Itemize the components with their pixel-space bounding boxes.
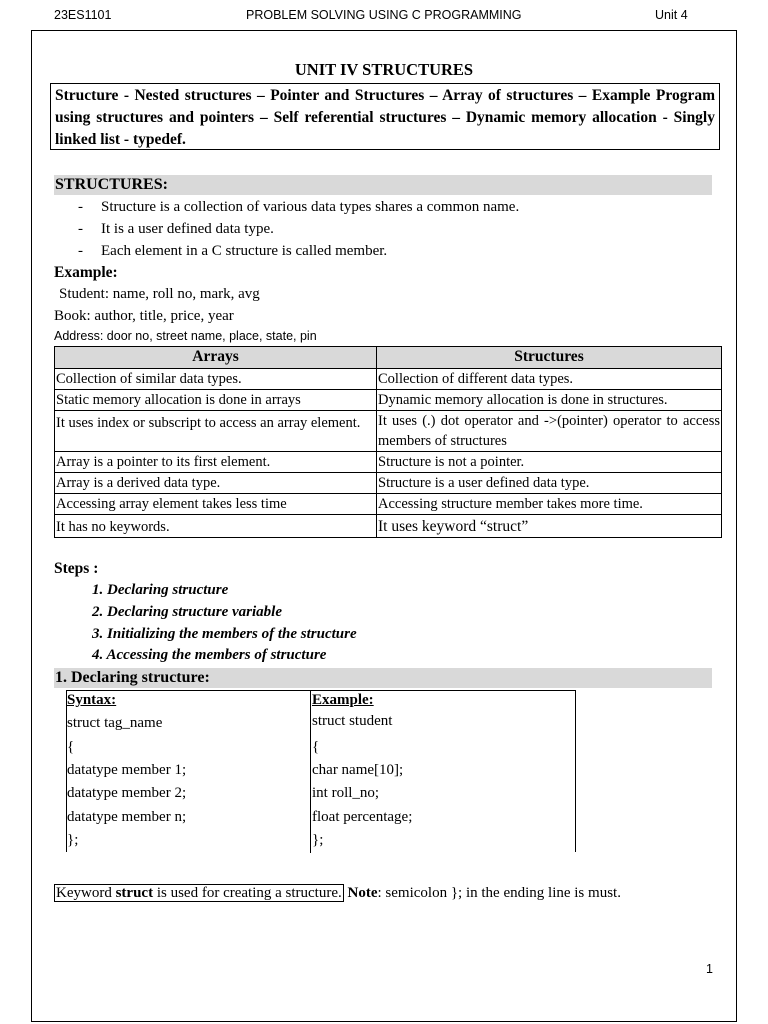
code-line: char name[10]; xyxy=(312,762,404,778)
code-line: struct student xyxy=(312,713,393,729)
table-cell: Accessing array element takes less time xyxy=(55,494,377,515)
table-row xyxy=(55,494,722,515)
page-number: 1 xyxy=(706,962,713,976)
example-student: Student: name, roll no, mark, avg xyxy=(59,286,260,302)
step-item: 4. Accessing the members of structure xyxy=(92,647,327,663)
table-cell: Structure is not a pointer. xyxy=(377,452,722,473)
code-line: }; xyxy=(67,832,79,848)
table-cell: Collection of similar data types. xyxy=(55,369,377,390)
example-address: Address: door no, street name, place, state, pin xyxy=(54,329,317,343)
table-cell: It uses index or subscript to access an array element. xyxy=(55,411,377,452)
code-line: int roll_no; xyxy=(312,785,380,801)
topics-box: Structure - Nested structures – Pointer and Structures – Array of structures – Example Program using structures and pointers – Self referential structures – Dynamic memory allocation - Singly linked list - typedef. xyxy=(50,83,720,150)
code-line: datatype member 2; xyxy=(67,785,187,801)
table-row xyxy=(55,452,722,473)
column-header: Arrays xyxy=(55,347,377,369)
table-cell: It uses (.) dot operator and ->(pointer) operator to access members of structures xyxy=(377,411,722,452)
page-title: UNIT IV STRUCTURES xyxy=(294,60,474,79)
example-book: Book: author, title, price, year xyxy=(54,308,234,324)
course-code: 23ES1101 xyxy=(54,8,112,22)
arrays-vs-structures-table xyxy=(54,346,722,538)
section-heading-structures: STRUCTURES: xyxy=(54,175,712,195)
code-line: datatype member n; xyxy=(67,809,187,825)
code-line: { xyxy=(312,739,320,755)
code-line: struct tag_name xyxy=(67,715,163,731)
code-line: float percentage; xyxy=(312,809,413,825)
code-line: { xyxy=(67,739,75,755)
table-cell: Array is a pointer to its first element. xyxy=(55,452,377,473)
code-line: }; xyxy=(312,832,324,848)
keyword-boxed-text: Keyword struct is used for creating a structure. xyxy=(56,885,342,901)
steps-label: Steps : xyxy=(54,560,99,577)
example-label: Example: xyxy=(54,264,118,281)
keyword-note xyxy=(54,885,621,902)
table-row xyxy=(55,411,722,452)
note-label: Note xyxy=(347,885,378,901)
table-cell: Dynamic memory allocation is done in structures. xyxy=(377,390,722,411)
syntax-label: Syntax: xyxy=(67,692,117,708)
step-item: 3. Initializing the members of the structure xyxy=(92,626,357,642)
course-title: PROBLEM SOLVING USING C PROGRAMMING xyxy=(246,8,522,22)
table-row xyxy=(55,369,722,390)
unit-label: Unit 4 xyxy=(655,8,688,22)
column-divider xyxy=(310,691,311,853)
code-line: datatype member 1; xyxy=(67,762,187,778)
note-text: : semicolon }; in the ending line is must. xyxy=(377,885,621,901)
table-row xyxy=(55,390,722,411)
step-item: 1. Declaring structure xyxy=(92,582,229,598)
step-item: 2. Declaring structure variable xyxy=(92,604,282,620)
syntax-example-box xyxy=(66,690,576,852)
table-row xyxy=(55,473,722,494)
example-code-label: Example: xyxy=(312,692,374,708)
table-cell: It uses keyword “struct” xyxy=(377,515,722,538)
table-row xyxy=(55,515,722,538)
table-cell: Collection of different data types. xyxy=(377,369,722,390)
table-header-row xyxy=(55,347,722,369)
table-cell: Structure is a user defined data type. xyxy=(377,473,722,494)
section-heading-declaring: 1. Declaring structure: xyxy=(54,668,712,688)
table-cell: It has no keywords. xyxy=(55,515,377,538)
column-header: Structures xyxy=(377,347,722,369)
table-cell: Array is a derived data type. xyxy=(55,473,377,494)
table-cell: Accessing structure member takes more time. xyxy=(377,494,722,515)
table-cell: Static memory allocation is done in arrays xyxy=(55,390,377,411)
